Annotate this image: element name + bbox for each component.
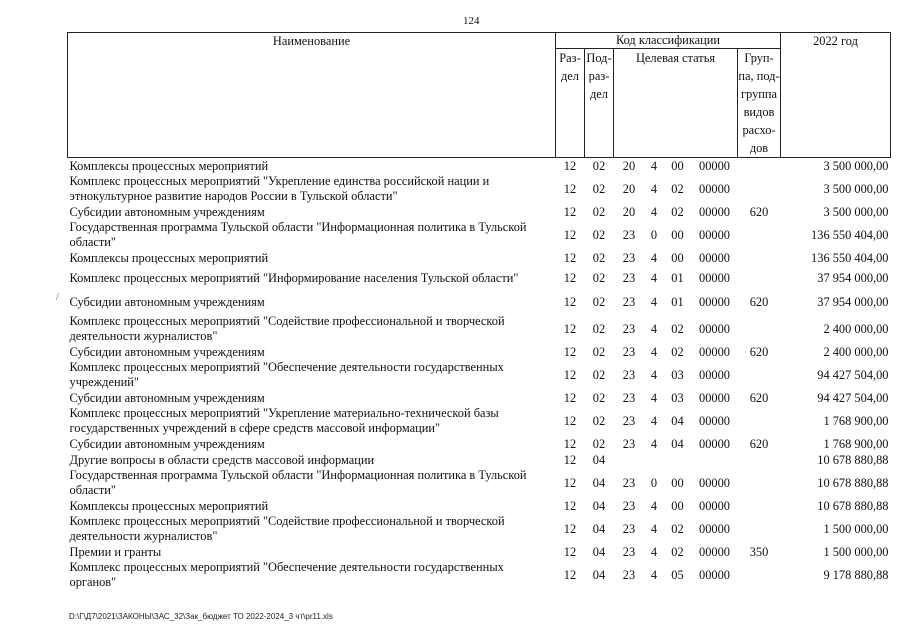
row-target-type: 4	[650, 321, 658, 336]
table-row	[68, 560, 891, 590]
row-target-program: 23	[622, 270, 636, 285]
stray-mark: /	[56, 292, 59, 303]
row-target-direction: 00000	[699, 498, 730, 513]
row-podrazdel: 04	[592, 498, 606, 513]
row-amount: 2 400 000,00	[823, 321, 889, 336]
row-razdel: 12	[563, 567, 577, 582]
row-podrazdel: 02	[592, 390, 606, 405]
row-razdel: 12	[563, 294, 577, 309]
table-row	[68, 290, 891, 314]
row-target-program: 23	[622, 413, 636, 428]
row-expense-group	[738, 498, 781, 514]
header-year: 2022 год	[781, 33, 891, 158]
row-target-direction	[692, 452, 738, 468]
table-row	[68, 158, 891, 175]
row-target-program: 23	[622, 344, 636, 359]
row-amount: 1 500 000,00	[823, 521, 889, 536]
row-razdel: 12	[563, 158, 577, 173]
row-podrazdel: 04	[592, 521, 606, 536]
row-name: Субсидии автономным учреждениям	[69, 204, 265, 219]
row-target-program: 20	[622, 181, 636, 196]
row-podrazdel: 02	[592, 227, 606, 242]
table-row	[68, 436, 891, 452]
row-target-program: 23	[622, 498, 636, 513]
row-amount: 1 768 900,00	[823, 413, 889, 428]
row-target-type: 4	[650, 250, 658, 265]
table-row	[68, 344, 891, 360]
row-target-item: 03	[671, 367, 684, 382]
row-target-item: 04	[671, 413, 684, 428]
row-target-program: 23	[622, 521, 636, 536]
row-expense-group	[738, 406, 781, 436]
row-target-item: 05	[671, 567, 684, 582]
row-target-type	[645, 452, 664, 468]
table-row	[68, 250, 891, 266]
row-expense-group: 620	[749, 436, 769, 451]
row-name: Государственная программа Тульской области "Информационная политика в Тульской области"	[69, 220, 527, 249]
table-row	[68, 468, 891, 498]
table-header	[68, 33, 891, 158]
row-expense-group	[738, 468, 781, 498]
row-target-direction: 00000	[699, 390, 730, 405]
row-target-program: 23	[622, 567, 636, 582]
row-target-direction: 00000	[699, 321, 730, 336]
row-target-type: 4	[650, 413, 658, 428]
header-target: Целевая статья	[614, 49, 738, 158]
row-target-program: 23	[622, 367, 636, 382]
row-target-item: 02	[671, 204, 684, 219]
row-name: Государственная программа Тульской области "Информационная политика в Тульской области"	[69, 468, 527, 497]
row-razdel: 12	[563, 413, 577, 428]
row-razdel: 12	[563, 390, 577, 405]
row-target-program	[614, 452, 645, 468]
row-razdel: 12	[563, 270, 577, 285]
row-name: Комплекс процессных мероприятий "Содействие профессиональной и творческой деятельности журналистов"	[69, 514, 505, 543]
row-target-item: 02	[671, 521, 684, 536]
row-target-direction: 00000	[699, 521, 730, 536]
row-target-program: 23	[622, 250, 636, 265]
row-podrazdel: 02	[592, 158, 606, 173]
row-expense-group	[738, 314, 781, 344]
row-podrazdel: 02	[592, 367, 606, 382]
header-code: Код классификации	[556, 33, 781, 49]
row-amount: 37 954 000,00	[817, 270, 889, 285]
row-target-item: 03	[671, 390, 684, 405]
row-target-type: 0	[650, 227, 658, 242]
row-target-direction: 00000	[699, 436, 730, 451]
row-name: Комплекс процессных мероприятий "Обеспечение деятельности государственных органов"	[69, 560, 504, 589]
row-amount: 10 678 880,88	[817, 475, 889, 490]
row-name: Субсидии автономным учреждениям	[69, 436, 265, 451]
row-target-item	[664, 452, 692, 468]
row-razdel: 12	[563, 367, 577, 382]
row-target-direction: 00000	[699, 413, 730, 428]
row-podrazdel: 02	[592, 294, 606, 309]
row-target-program: 20	[622, 204, 636, 219]
row-target-program: 23	[622, 475, 636, 490]
table-row	[68, 514, 891, 544]
row-name: Комплексы процессных мероприятий	[69, 158, 269, 173]
row-target-direction: 00000	[699, 294, 730, 309]
row-name: Комплекс процессных мероприятий "Укрепление материально-технической базы государственных учреждений в сфере средств массовой информации"	[69, 406, 499, 435]
row-target-program: 23	[622, 294, 636, 309]
row-expense-group: 620	[749, 390, 769, 405]
row-target-type: 0	[650, 475, 658, 490]
row-expense-group: 620	[749, 294, 769, 309]
row-razdel: 12	[563, 498, 577, 513]
row-target-type: 4	[650, 367, 658, 382]
row-name: Комплекс процессных мероприятий "Обеспечение деятельности государственных учреждений"	[69, 360, 504, 389]
table-row	[68, 498, 891, 514]
header-name: Наименование	[68, 33, 556, 158]
row-amount: 9 178 880,88	[823, 567, 889, 582]
row-target-type: 4	[650, 521, 658, 536]
row-target-item: 02	[671, 321, 684, 336]
row-target-direction: 00000	[699, 204, 730, 219]
row-target-item: 00	[671, 250, 684, 265]
row-target-item: 02	[671, 344, 684, 359]
row-target-program: 23	[622, 436, 636, 451]
row-expense-group	[738, 560, 781, 590]
row-name: Комплексы процессных мероприятий	[69, 498, 269, 513]
row-expense-group	[738, 158, 781, 175]
row-podrazdel: 02	[592, 436, 606, 451]
row-amount: 10 678 880,88	[817, 498, 889, 513]
row-target-direction: 00000	[699, 158, 730, 173]
row-target-item: 00	[671, 158, 684, 173]
row-razdel: 12	[563, 321, 577, 336]
row-podrazdel: 02	[592, 321, 606, 336]
row-expense-group: 620	[749, 344, 769, 359]
row-amount: 2 400 000,00	[823, 344, 889, 359]
row-amount: 1 768 900,00	[823, 436, 889, 451]
table-row	[68, 266, 891, 290]
row-razdel: 12	[563, 544, 577, 559]
row-name: Субсидии автономным учреждениям	[69, 294, 265, 309]
row-target-direction: 00000	[699, 567, 730, 582]
row-target-type: 4	[650, 436, 658, 451]
row-target-direction: 00000	[699, 344, 730, 359]
row-target-direction: 00000	[699, 544, 730, 559]
row-expense-group	[738, 266, 781, 290]
row-amount: 37 954 000,00	[817, 294, 889, 309]
row-target-type: 4	[650, 567, 658, 582]
row-target-item: 01	[671, 270, 684, 285]
row-target-type: 4	[650, 181, 658, 196]
table-row	[68, 204, 891, 220]
row-name: Комплекс процессных мероприятий "Укрепление единства российской нации и этнокультурное развитие народов России в Тульской области"	[69, 174, 490, 203]
row-target-type: 4	[650, 270, 658, 285]
row-podrazdel: 04	[592, 452, 606, 467]
row-target-type: 4	[650, 498, 658, 513]
row-podrazdel: 02	[592, 181, 606, 196]
row-amount: 94 427 504,00	[817, 390, 889, 405]
row-razdel: 12	[563, 436, 577, 451]
row-amount: 136 550 404,00	[811, 250, 889, 265]
row-target-type: 4	[650, 158, 658, 173]
row-name: Субсидии автономным учреждениям	[69, 344, 265, 359]
row-amount: 3 500 000,00	[823, 181, 889, 196]
row-target-item: 00	[671, 227, 684, 242]
row-target-program: 23	[622, 227, 636, 242]
row-target-program: 23	[622, 390, 636, 405]
header-group: Груп- па, под- группа видов расхо- дов	[738, 49, 781, 158]
table-row	[68, 360, 891, 390]
row-name: Комплекс процессных мероприятий "Содействие профессиональной и творческой деятельности журналистов"	[69, 314, 505, 343]
table-row	[68, 220, 891, 250]
row-expense-group	[738, 174, 781, 204]
row-target-item: 02	[671, 544, 684, 559]
row-expense-group: 620	[749, 204, 769, 219]
header-razdel: Раз- дел	[556, 49, 585, 158]
row-amount: 3 500 000,00	[823, 158, 889, 173]
row-expense-group	[738, 250, 781, 266]
table-body	[68, 158, 891, 591]
row-podrazdel: 04	[592, 475, 606, 490]
budget-table	[67, 32, 891, 590]
row-razdel: 12	[563, 521, 577, 536]
row-target-item: 04	[671, 436, 684, 451]
row-name: Комплексы процессных мероприятий	[69, 250, 269, 265]
row-amount: 10 678 880,88	[817, 452, 889, 467]
row-target-program: 23	[622, 321, 636, 336]
table-row	[68, 390, 891, 406]
row-podrazdel: 04	[592, 567, 606, 582]
row-name: Субсидии автономным учреждениям	[69, 390, 265, 405]
row-name: Премии и гранты	[69, 544, 162, 559]
row-podrazdel: 02	[592, 204, 606, 219]
row-amount: 1 500 000,00	[823, 544, 889, 559]
table-row	[68, 452, 891, 468]
row-target-item: 02	[671, 181, 684, 196]
row-expense-group	[738, 514, 781, 544]
row-podrazdel: 02	[592, 413, 606, 428]
row-target-direction: 00000	[699, 367, 730, 382]
row-target-type: 4	[650, 344, 658, 359]
row-razdel: 12	[563, 452, 577, 467]
header-podrazdel: Под- раз- дел	[585, 49, 614, 158]
table-row	[68, 544, 891, 560]
row-podrazdel: 02	[592, 344, 606, 359]
row-amount: 94 427 504,00	[817, 367, 889, 382]
row-target-item: 00	[671, 475, 684, 490]
table-row	[68, 314, 891, 344]
row-razdel: 12	[563, 344, 577, 359]
row-target-direction: 00000	[699, 250, 730, 265]
row-razdel: 12	[563, 204, 577, 219]
page-number: 124	[463, 15, 480, 27]
row-target-type: 4	[650, 204, 658, 219]
row-amount: 136 550 404,00	[811, 227, 889, 242]
row-razdel: 12	[563, 181, 577, 196]
row-target-direction: 00000	[699, 270, 730, 285]
row-razdel: 12	[563, 475, 577, 490]
row-target-direction: 00000	[699, 475, 730, 490]
row-target-type: 4	[650, 390, 658, 405]
row-podrazdel: 02	[592, 270, 606, 285]
row-target-type: 4	[650, 544, 658, 559]
row-expense-group: 350	[749, 544, 769, 559]
table-row	[68, 406, 891, 436]
row-target-direction: 00000	[699, 181, 730, 196]
row-target-item: 01	[671, 294, 684, 309]
file-path: D:\Г\Д7\2021\ЗАКОНЫ\ЗАС_32\Зак_бюджет ТО 2022-2024_3 чт\pr11.xls	[69, 612, 333, 621]
row-podrazdel: 02	[592, 250, 606, 265]
table-row	[68, 174, 891, 204]
row-expense-group	[738, 360, 781, 390]
row-razdel: 12	[563, 250, 577, 265]
row-expense-group	[738, 220, 781, 250]
row-target-direction: 00000	[699, 227, 730, 242]
row-podrazdel: 04	[592, 544, 606, 559]
row-target-program: 20	[622, 158, 636, 173]
row-amount: 3 500 000,00	[823, 204, 889, 219]
row-target-item: 00	[671, 498, 684, 513]
row-target-program: 23	[622, 544, 636, 559]
row-name: Комплекс процессных мероприятий "Информирование населения Тульской области"	[69, 270, 519, 285]
row-name: Другие вопросы в области средств массовой информации	[69, 452, 375, 467]
row-expense-group	[738, 452, 781, 468]
row-target-type: 4	[650, 294, 658, 309]
row-razdel: 12	[563, 227, 577, 242]
